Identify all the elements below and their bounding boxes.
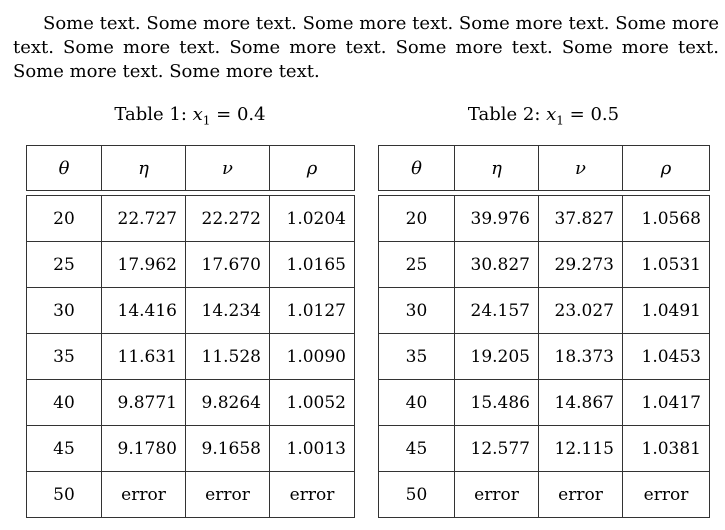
table-cell: 40 xyxy=(379,380,455,426)
table-cell: 29.273 xyxy=(539,242,623,288)
caption-prefix: Table 2: xyxy=(467,104,541,125)
table-row xyxy=(27,288,355,334)
table-row xyxy=(27,426,355,472)
table-cell: 1.0013 xyxy=(270,426,355,472)
table-cell: 17.670 xyxy=(186,242,270,288)
table-row xyxy=(379,426,710,472)
table-cell: 22.727 xyxy=(102,196,186,242)
table-cell: 9.8771 xyxy=(102,380,186,426)
table-cell: 11.631 xyxy=(102,334,186,380)
table-cell: 9.1658 xyxy=(186,426,270,472)
table-cell: 30 xyxy=(27,288,102,334)
table-cell: 12.115 xyxy=(539,426,623,472)
table-2-caption xyxy=(378,103,709,133)
table-cell: 14.867 xyxy=(539,380,623,426)
table-1-caption xyxy=(26,103,354,133)
table-cell: 1.0417 xyxy=(623,380,710,426)
table-cell: 1.0165 xyxy=(270,242,355,288)
table-row xyxy=(27,196,355,242)
caption-subscript: 1 xyxy=(556,113,564,128)
table-cell: 50 xyxy=(379,472,455,518)
table-cell: 37.827 xyxy=(539,196,623,242)
caption-variable: x xyxy=(546,104,557,125)
table-row xyxy=(27,472,355,518)
table-row xyxy=(379,472,710,518)
table-cell: 1.0531 xyxy=(623,242,710,288)
table-cell: 40 xyxy=(27,380,102,426)
table-row xyxy=(27,380,355,426)
table-cell: error xyxy=(270,472,355,518)
table-cell: 39.976 xyxy=(455,196,539,242)
table-cell: 30.827 xyxy=(455,242,539,288)
table-2 xyxy=(378,145,710,518)
caption-subscript: 1 xyxy=(202,113,211,128)
table-row xyxy=(379,242,710,288)
table-cell: 1.0204 xyxy=(270,196,355,242)
table-cell: error xyxy=(102,472,186,518)
column-header: ρ xyxy=(270,146,355,191)
table-cell: 30 xyxy=(379,288,455,334)
table-cell: 12.577 xyxy=(455,426,539,472)
table-cell: 1.0090 xyxy=(270,334,355,380)
table-row xyxy=(379,334,710,380)
caption-value: = 0.5 xyxy=(569,104,620,125)
table-row xyxy=(27,334,355,380)
table-cell: 9.8264 xyxy=(186,380,270,426)
table-cell: 20 xyxy=(27,196,102,242)
table-cell: 25 xyxy=(379,242,455,288)
table-cell: 22.272 xyxy=(186,196,270,242)
table-cell: error xyxy=(623,472,710,518)
table-cell: 1.0568 xyxy=(623,196,710,242)
table-cell: 1.0381 xyxy=(623,426,710,472)
table-cell: 17.962 xyxy=(102,242,186,288)
table-cell: 14.416 xyxy=(102,288,186,334)
table-row xyxy=(27,242,355,288)
table-cell: 1.0127 xyxy=(270,288,355,334)
column-header: η xyxy=(455,146,539,191)
table-cell: 23.027 xyxy=(539,288,623,334)
caption-value: = 0.4 xyxy=(216,104,266,125)
table-cell: 18.373 xyxy=(539,334,623,380)
column-header: η xyxy=(102,146,186,191)
table-cell: 45 xyxy=(379,426,455,472)
table-header-row xyxy=(27,146,355,191)
table-cell: 19.205 xyxy=(455,334,539,380)
column-header: ν xyxy=(186,146,270,191)
caption-variable: x xyxy=(192,104,203,125)
column-header: ρ xyxy=(623,146,710,191)
table-cell: error xyxy=(455,472,539,518)
table-cell: 24.157 xyxy=(455,288,539,334)
table-row xyxy=(379,288,710,334)
table-cell: error xyxy=(186,472,270,518)
table-cell: 45 xyxy=(27,426,102,472)
table-row xyxy=(379,196,710,242)
table-cell: 25 xyxy=(27,242,102,288)
table-cell: 11.528 xyxy=(186,334,270,380)
table-row xyxy=(379,380,710,426)
table-cell: 50 xyxy=(27,472,102,518)
table-header-row xyxy=(379,146,710,191)
table-cell: 14.234 xyxy=(186,288,270,334)
table-cell: 20 xyxy=(379,196,455,242)
column-header: θ xyxy=(27,146,102,191)
table-cell: 35 xyxy=(27,334,102,380)
table-cell: 1.0052 xyxy=(270,380,355,426)
table-cell: 35 xyxy=(379,334,455,380)
column-header: θ xyxy=(379,146,455,191)
table-1 xyxy=(26,145,355,518)
table-cell: error xyxy=(539,472,623,518)
table-cell: 9.1780 xyxy=(102,426,186,472)
table-cell: 1.0491 xyxy=(623,288,710,334)
column-header: ν xyxy=(539,146,623,191)
caption-prefix: Table 1: xyxy=(114,104,187,125)
table-cell: 15.486 xyxy=(455,380,539,426)
table-cell: 1.0453 xyxy=(623,334,710,380)
body-paragraph: Some text. Some more text. Some more text. Some more text. Some more text. Some more text. Some more text. Some more text. Some more text. Some more text. Some more text. xyxy=(13,13,719,82)
